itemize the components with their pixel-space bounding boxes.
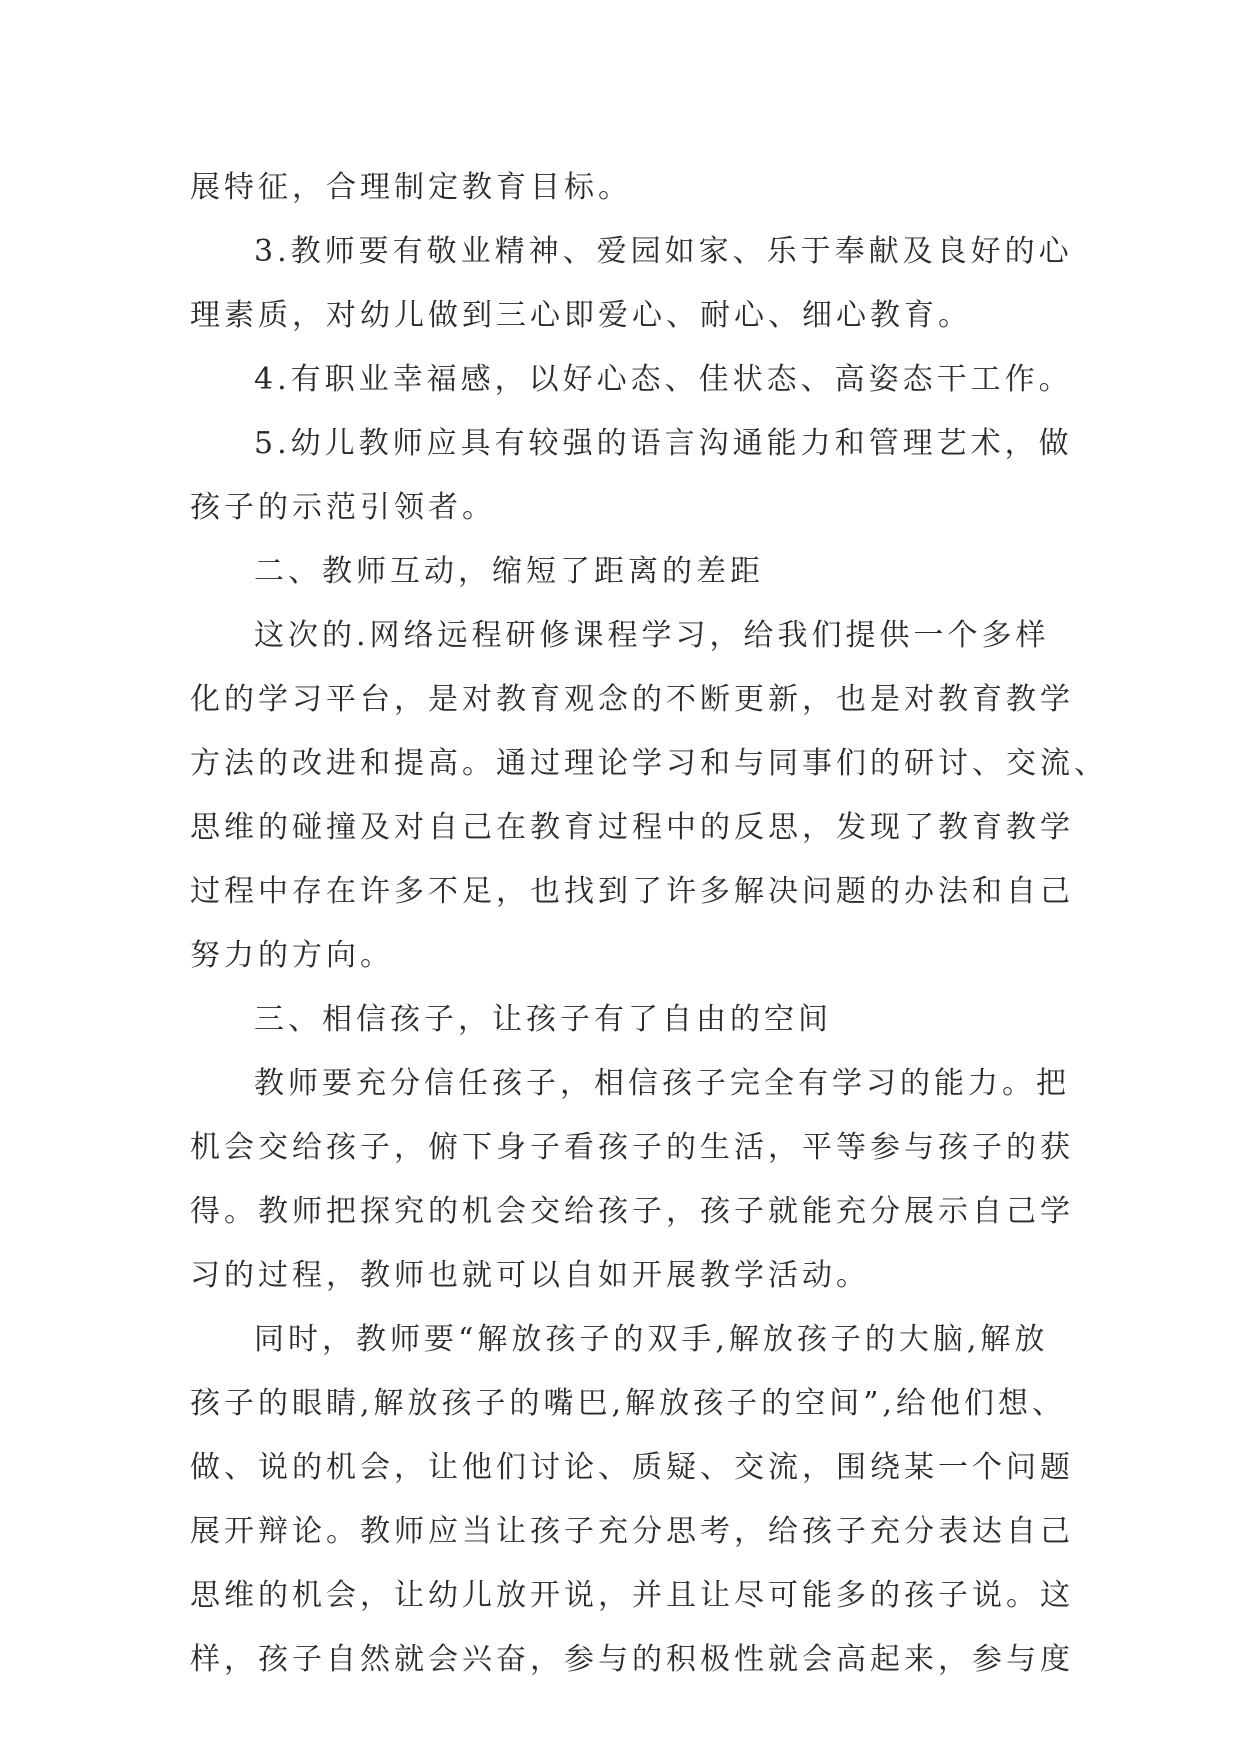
text-line: 化的学习平台，是对教育观念的不断更新，也是对教育教学 xyxy=(190,682,1074,717)
text-line: 3.教师要有敬业精神、爱园如家、乐于奉献及良好的心 xyxy=(254,234,1073,269)
text-line: 展特征，合理制定教育目标。 xyxy=(190,170,632,205)
text-line: 得。教师把探究的机会交给孩子，孩子就能充分展示自己学 xyxy=(190,1194,1074,1229)
text-line: 思维的碰撞及对自己在教育过程中的反思，发现了教育教学 xyxy=(190,810,1074,845)
text-line: 习的过程，教师也就可以自如开展教学活动。 xyxy=(190,1258,870,1293)
text-line: 孩子的示范引领者。 xyxy=(190,490,496,525)
text-line: 孩子的眼睛,解放孩子的嘴巴,解放孩子的空间”,给他们想、 xyxy=(190,1386,1066,1421)
text-line: 5.幼儿教师应具有较强的语言沟通能力和管理艺术，做 xyxy=(254,426,1073,461)
text-line: 理素质，对幼儿做到三心即爱心、耐心、细心教育。 xyxy=(190,298,972,333)
body-text xyxy=(190,156,1108,1692)
text-line: 二、教师互动，缩短了距离的差距 xyxy=(254,554,764,589)
text-line: 同时，教师要“解放孩子的双手,解放孩子的大脑,解放 xyxy=(254,1322,1049,1357)
text-line: 做、说的机会，让他们讨论、质疑、交流，围绕某一个问题 xyxy=(190,1450,1074,1485)
text-line: 机会交给孩子，俯下身子看孩子的生活，平等参与孩子的获 xyxy=(190,1130,1074,1165)
text-line: 方法的改进和提高。通过理论学习和与同事们的研讨、交流、 xyxy=(190,746,1108,781)
text-line: 过程中存在许多不足，也找到了许多解决问题的办法和自己 xyxy=(190,874,1074,909)
text-line: 三、相信孩子，让孩子有了自由的空间 xyxy=(254,1002,832,1037)
text-line: 样，孩子自然就会兴奋，参与的积极性就会高起来，参与度 xyxy=(190,1642,1074,1677)
text-line: 4.有职业幸福感，以好心态、佳状态、高姿态干工作。 xyxy=(254,362,1073,397)
text-line: 教师要充分信任孩子，相信孩子完全有学习的能力。把 xyxy=(254,1066,1070,1101)
text-line: 展开辩论。教师应当让孩子充分思考，给孩子充分表达自己 xyxy=(190,1514,1074,1549)
text-line: 思维的机会，让幼儿放开说，并且让尽可能多的孩子说。这 xyxy=(190,1578,1074,1613)
text-line: 这次的.网络远程研修课程学习，给我们提供一个多样 xyxy=(254,618,1050,653)
text-line: 努力的方向。 xyxy=(190,938,394,973)
